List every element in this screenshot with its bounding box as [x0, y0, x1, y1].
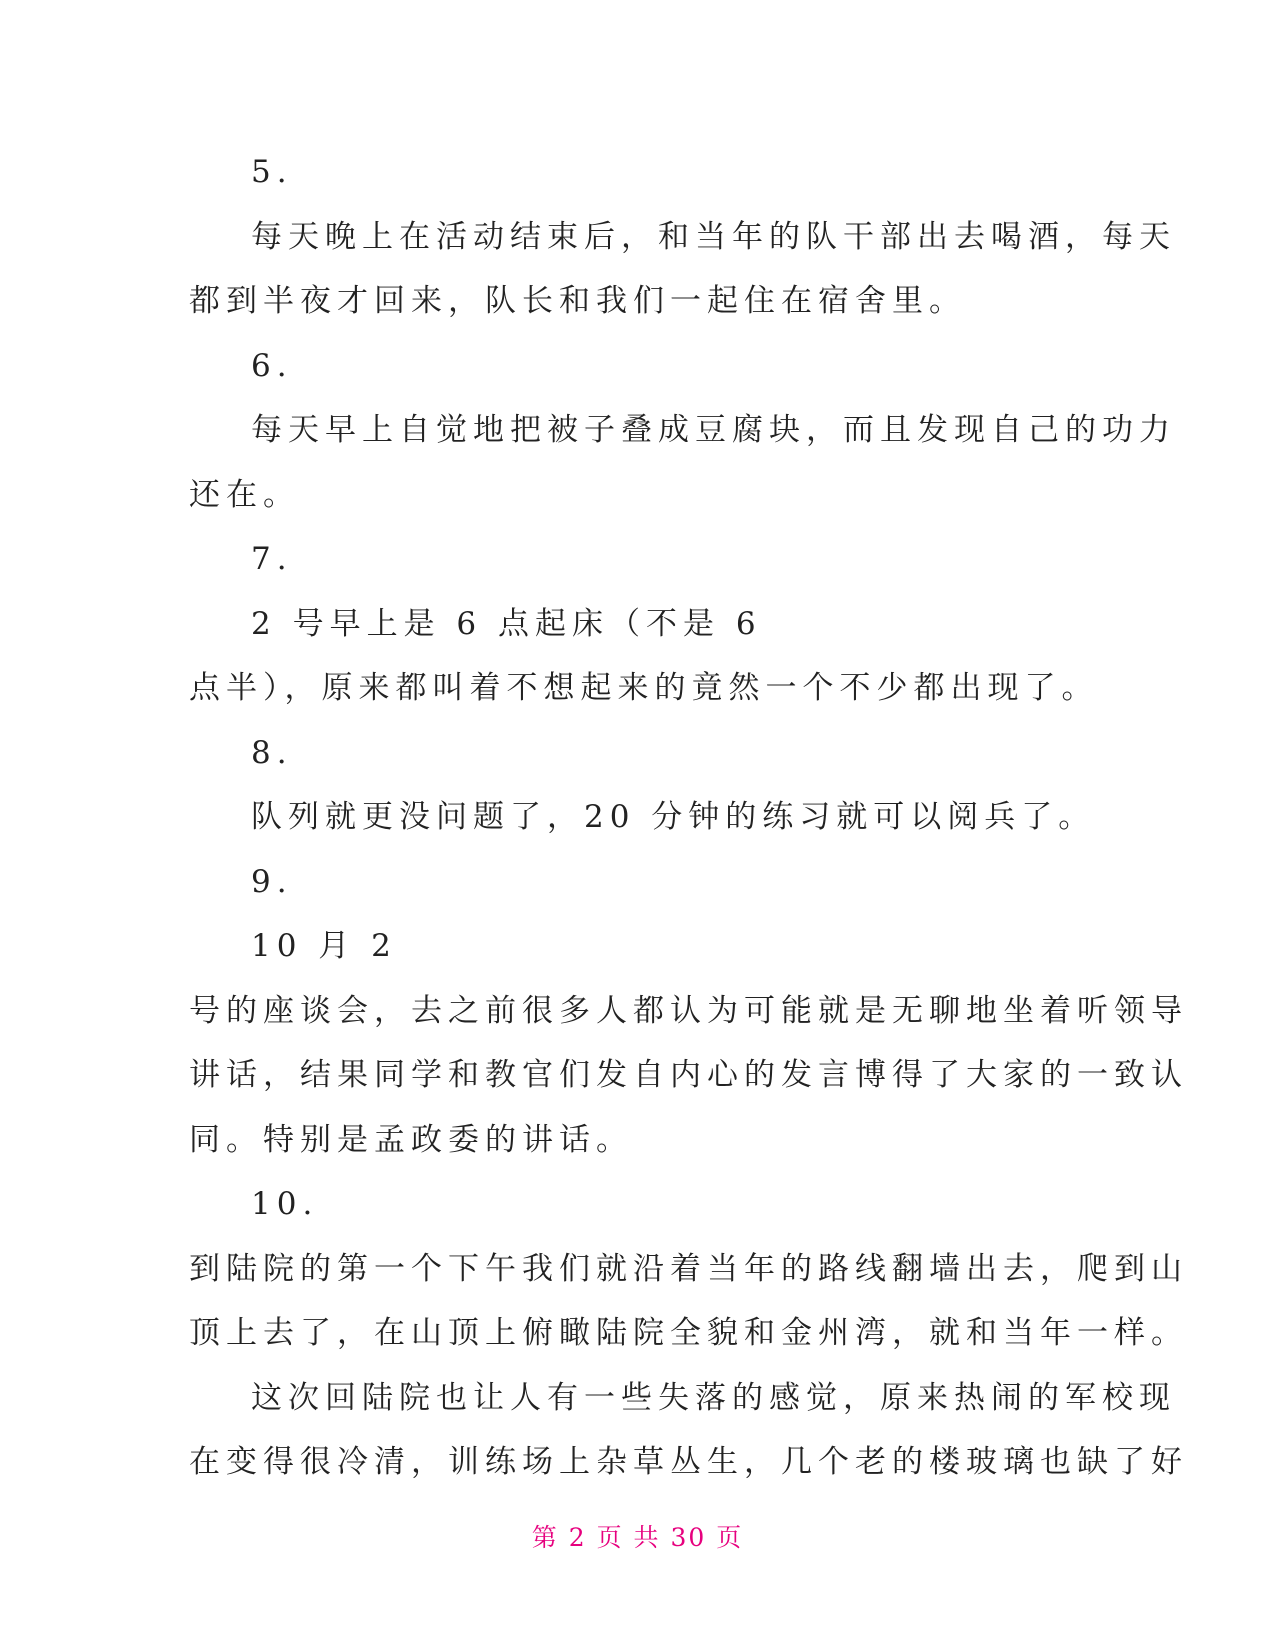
text-line: 顶上去了，在山顶上俯瞰陆院全貌和金州湾，就和当年一样。 — [189, 1315, 1188, 1351]
text-line: 在变得很冷清，训练场上杂草丛生，几个老的楼玻璃也缺了好 — [189, 1444, 1188, 1480]
text-line: 队列就更没问题了，20 分钟的练习就可以阅兵了。 — [251, 799, 1096, 835]
text-line: 2 号早上是 6 点起床（不是 6 — [251, 605, 762, 642]
text-line: 10 月 2 — [251, 928, 397, 964]
text-line: 6. — [251, 347, 293, 384]
body-text — [189, 140, 1188, 1495]
text-line: 号的座谈会，去之前很多人都认为可能就是无聊地坐着听领导 — [189, 992, 1188, 1029]
text-line: 这次回陆院也让人有一些失落的感觉，原来热闹的军校现 — [251, 1379, 1176, 1416]
text-line: 每天早上自觉地把被子叠成豆腐块，而且发现自己的功力 — [251, 412, 1176, 448]
text-line: 10. — [251, 1186, 319, 1222]
text-line: 8. — [251, 734, 293, 771]
page-footer: 第 2 页 共 30 页 — [531, 1523, 744, 1552]
text-line: 5. — [251, 154, 293, 190]
text-line: 讲话，结果同学和教官们发自内心的发言博得了大家的一致认 — [189, 1057, 1188, 1093]
text-line: 还在。 — [189, 476, 300, 513]
text-line: 7. — [251, 541, 293, 577]
text-line: 同。特别是孟政委的讲话。 — [189, 1121, 633, 1158]
text-line: 到陆院的第一个下午我们就沿着当年的路线翻墙出去，爬到山 — [189, 1250, 1188, 1287]
text-line: 9. — [251, 863, 293, 900]
text-line: 都到半夜才回来，队长和我们一起住在宿舍里。 — [189, 283, 966, 319]
text-line: 每天晚上在活动结束后，和当年的队干部出去喝酒，每天 — [251, 218, 1176, 255]
text-line: 点半），原来都叫着不想起来的竟然一个不少都出现了。 — [189, 670, 1099, 706]
